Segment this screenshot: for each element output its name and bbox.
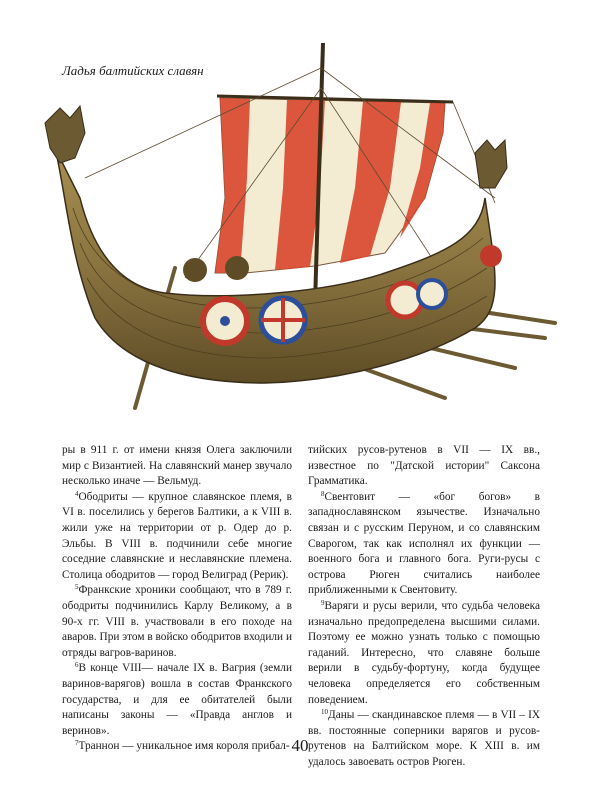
footnote-5 <box>62 583 292 661</box>
footnote-number: 8 <box>321 489 325 498</box>
right-column <box>308 443 540 770</box>
footnote-4 <box>62 490 292 584</box>
slavic-longship-illustration <box>25 38 580 438</box>
footnote-text: Даны — скандинавское племя — в VII – IX вв. постоянные соперники варягов и русов-рутенов на Балтийском море. К XIII в. им удалось завоевать остров Рюген. <box>308 709 540 768</box>
footnote-text: Траннон — уникальное имя короля прибал- <box>78 740 290 753</box>
footnote-text: Варяги и русы верили, что судьба человека изначально предопределена высшими силами. Поэтому ее можно узнать только с помощью гаданий. Интересно, что славяне больше верили в судьбу-фортуну, когда будущее человека определяется его собственным поведением. <box>308 599 540 706</box>
right-continuation-text: тийских русов-рутенов в VII — IX вв., известное по "Датской истории" Саксона Грамматика. <box>308 444 540 488</box>
footnote-number: 6 <box>75 661 79 670</box>
footnote-9 <box>308 599 540 708</box>
left-column <box>62 443 292 755</box>
left-continuation-text: ры в 911 г. от имени князя Олега заключили мир с Византией. На славянский манер звучало несколько иначе — Вельмуд. <box>62 444 292 488</box>
footnote-number: 4 <box>75 489 79 498</box>
sail <box>215 98 445 273</box>
footnote-number: 9 <box>321 598 325 607</box>
footnote-text: Ободриты — крупное славянское племя, в VI в. поселились у берегов Балтики, а к VIII в. жили уже на территории от р. Одер до р. Эльбы. В VIII в. подчинили себе многие соседние славянские и неславянские племена. Столица ободритов — город Велиград (Рерик). <box>62 490 292 581</box>
stern-dragon-head <box>475 140 507 188</box>
footnote-text: В конце VIII— начале IX в. Вагрия (земли варинов-варягов) вошла в состав Франкского государства, и для ее обитателей были написаны законы — «Правда англов и веринов». <box>62 662 292 737</box>
footnote-6 <box>62 661 292 739</box>
footnote-number: 7 <box>75 739 79 748</box>
footnote-8 <box>308 490 540 599</box>
footnote-text: Франкские хроники сообщают, что в 789 г. ободриты подчинились Карлу Великому, а в 90-х гг. VIII в. участвовали в его походе на аваров. При этом в войско ободритов входили и отряды вагров-варинов. <box>62 584 292 659</box>
illustration-caption: Ладья балтийских славян <box>62 63 204 78</box>
footnote-text: Свентовит — «бог богов» в западнославянском язычестве. Изначально связан и с русским Перуном, и со славянским Сварогом, так как исполнял их функции — военного бога и главного бога. Руги-русы с острова Рюген считались наиболее приближенными к Свентовиту. <box>308 490 540 597</box>
page-number: 40 <box>291 736 309 755</box>
footnote-number: 10 <box>321 708 328 717</box>
footnote-number: 5 <box>75 583 79 592</box>
bow-dragon-head <box>45 106 85 163</box>
